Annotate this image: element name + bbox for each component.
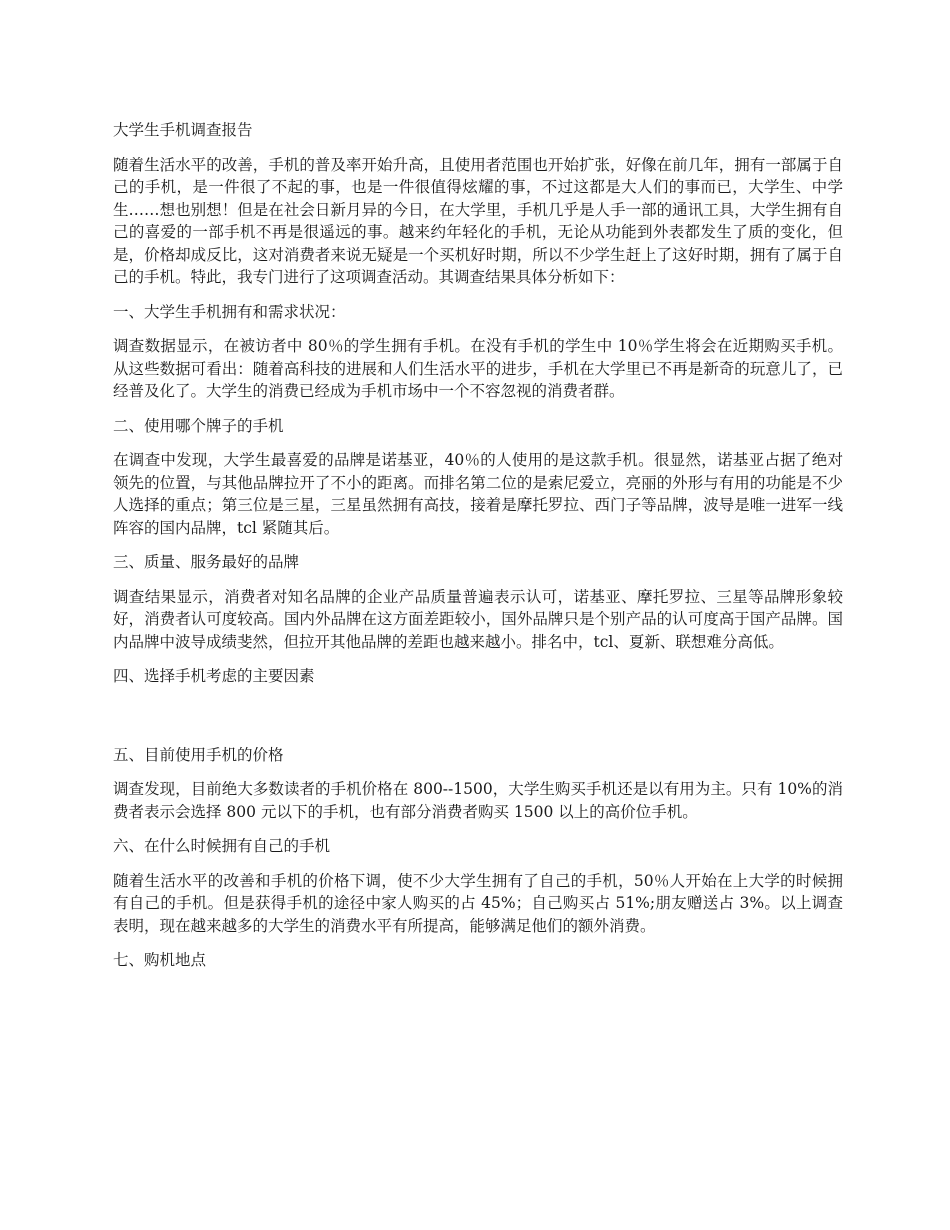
section-heading-7: 七、购机地点 <box>113 951 207 969</box>
section-body-6: 随着生活水平的改善和手机的价格下调，使不少大学生拥有了自己的手机，50％人开始在上大学的时候拥有自己的手机。但是获得手机的途径中家人购买的占 45%；自己购买占 51%;朋友赠送占 3%。以上调查表明，现在越来越多的大学生的消费水平有所提高，能够满足他们的额外消费。 <box>113 871 843 935</box>
section-heading-2: 二、使用哪个牌子的手机 <box>113 416 284 435</box>
intro-paragraph: 随着生活水平的改善，手机的普及率开始升高，且使用者范围也开始扩张，好像在前几年，拥有一部属于自己的手机，是一件很了不起的事，也是一件很值得炫耀的事，不过这都是大人们的事而已，大学生、中学生……想也别想！但是在社会日新月异的今日，在大学里，手机几乎是人手一部的通讯工具，大学生拥有自己的喜爱的一部手机不再是很遥远的事。越来约年轻化的手机，无论从功能到外表都发生了质的变化，但是，价格却成反比，这对消费者来说无疑是一个买机好时期，所以不少学生赶上了这好时期，拥有了属于自己的手机。特此，我专门进行了这项调查活动。其调查结果具体分析如下： <box>113 155 843 286</box>
section-body-1: 调查数据显示，在被访者中 80％的学生拥有手机。在没有手机的学生中 10％学生将会在近期购买手机。从这些数据可看出：随着高科技的进展和人们生活水平的进步，手机在大学里已不再是新奇的玩意儿了，已经普及化了。大学生的消费已经成为手机市场中一个不容忽视的消费者群。 <box>113 337 843 400</box>
document-page <box>113 119 843 984</box>
section-body-3: 调查结果显示，消费者对知名品牌的企业产品质量普遍表示认可，诺基亚、摩托罗拉、三星等品牌形象较好，消费者认可度较高。国内外品牌在这方面差距较小，国外品牌只是个别产品的认可度高于国产品牌。国内品牌中波导成绩斐然，但拉开其他品牌的差距也越来越小。排名中，tcl、夏新、联想难分高低。 <box>113 587 843 651</box>
section-body-2: 在调查中发现，大学生最喜爱的品牌是诺基亚，40％的人使用的是这款手机。很显然，诺基亚占据了绝对领先的位置，与其他品牌拉开了不小的距离。而排名第二位的是索尼爱立，亮丽的外形与有用的功能是不少人选择的重点；第三位是三星，三星虽然拥有高技，接着是摩托罗拉、西门子等品牌，波导是唯一进军一线阵容的国内品牌，tcl 紧随其后。 <box>113 451 843 537</box>
section-heading-6: 六、在什么时候拥有自己的手机 <box>113 837 331 855</box>
section-heading-3: 三、质量、服务最好的品牌 <box>113 553 300 571</box>
blank-space <box>113 700 843 744</box>
section-heading-5: 五、目前使用手机的价格 <box>113 745 284 764</box>
document-title: 大学生手机调查报告 <box>113 121 253 139</box>
section-heading-1: 一、大学生手机拥有和需求状况： <box>113 302 346 321</box>
section-heading-4: 四、选择手机考虑的主要因素 <box>113 667 315 685</box>
section-body-5: 调查发现，目前绝大多数读者的手机价格在 800--1500，大学生购买手机还是以有用为主。只有 10%的消费者表示会选择 800 元以下的手机，也有部分消费者购买 1500 以上的高价位手机。 <box>113 780 843 821</box>
